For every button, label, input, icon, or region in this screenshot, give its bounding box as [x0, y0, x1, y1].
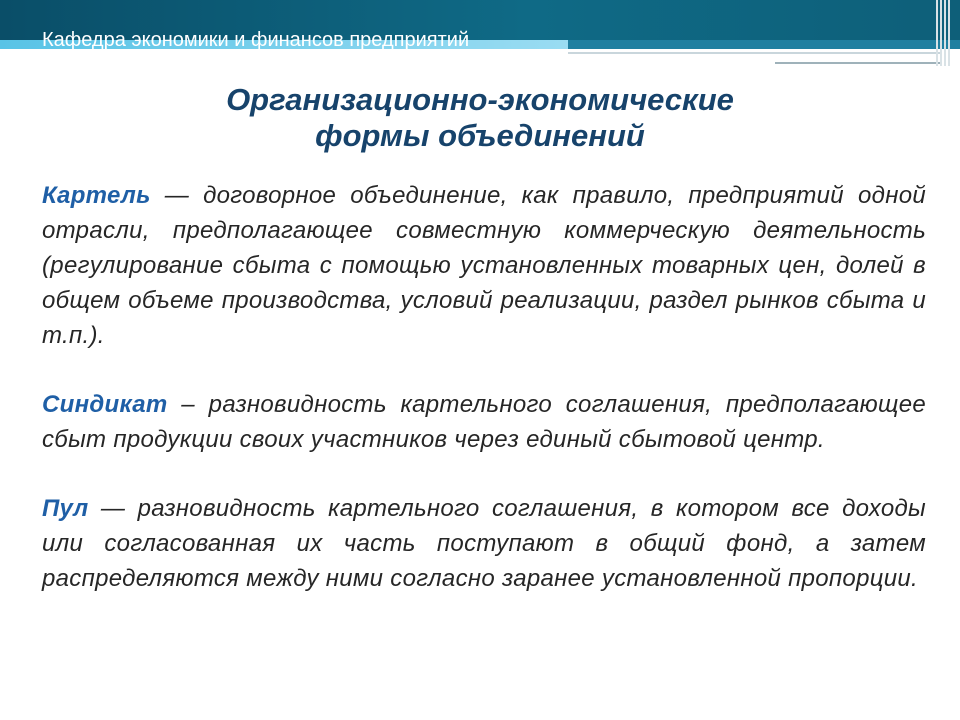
department-name: Кафедра экономики и финансов предприятий: [42, 29, 470, 51]
definition-pool: [42, 491, 926, 596]
definitions-list: [42, 178, 926, 630]
definition-text: — договорное объединение, как правило, предприятий одной отрасли, предполагающее совместную коммерческую деятельность (регулирование сбыта с помощью установленных товарных цен, долей в общем объеме производства, условий реализации, раздел рынков сбыта и т.п.).: [42, 182, 926, 349]
header-divider-line-short: [775, 62, 940, 64]
definition-syndicate: [42, 387, 926, 457]
slide-title: [130, 82, 830, 154]
definition-cartel: [42, 178, 926, 353]
header-divider-line: [568, 52, 940, 54]
definition-term: Картель: [42, 182, 151, 209]
definition-text: — разновидность картельного соглашения, в котором все доходы или согласованная их часть поступают в общий фонд, а затем распределяются между ними согласно заранее установленной пропорции.: [42, 495, 926, 592]
definition-term: Синдикат: [42, 391, 168, 418]
slide-title-line-1: Организационно-экономические: [226, 82, 734, 117]
definition-term: Пул: [42, 495, 89, 522]
header-decorative-stripes: [936, 0, 952, 66]
header-accent-bar-right: [568, 40, 960, 49]
definition-text: – разновидность картельного соглашения, предполагающее сбыт продукции своих участников через единый сбытовой центр.: [42, 391, 926, 453]
slide-title-line-2: формы объединений: [315, 118, 645, 153]
